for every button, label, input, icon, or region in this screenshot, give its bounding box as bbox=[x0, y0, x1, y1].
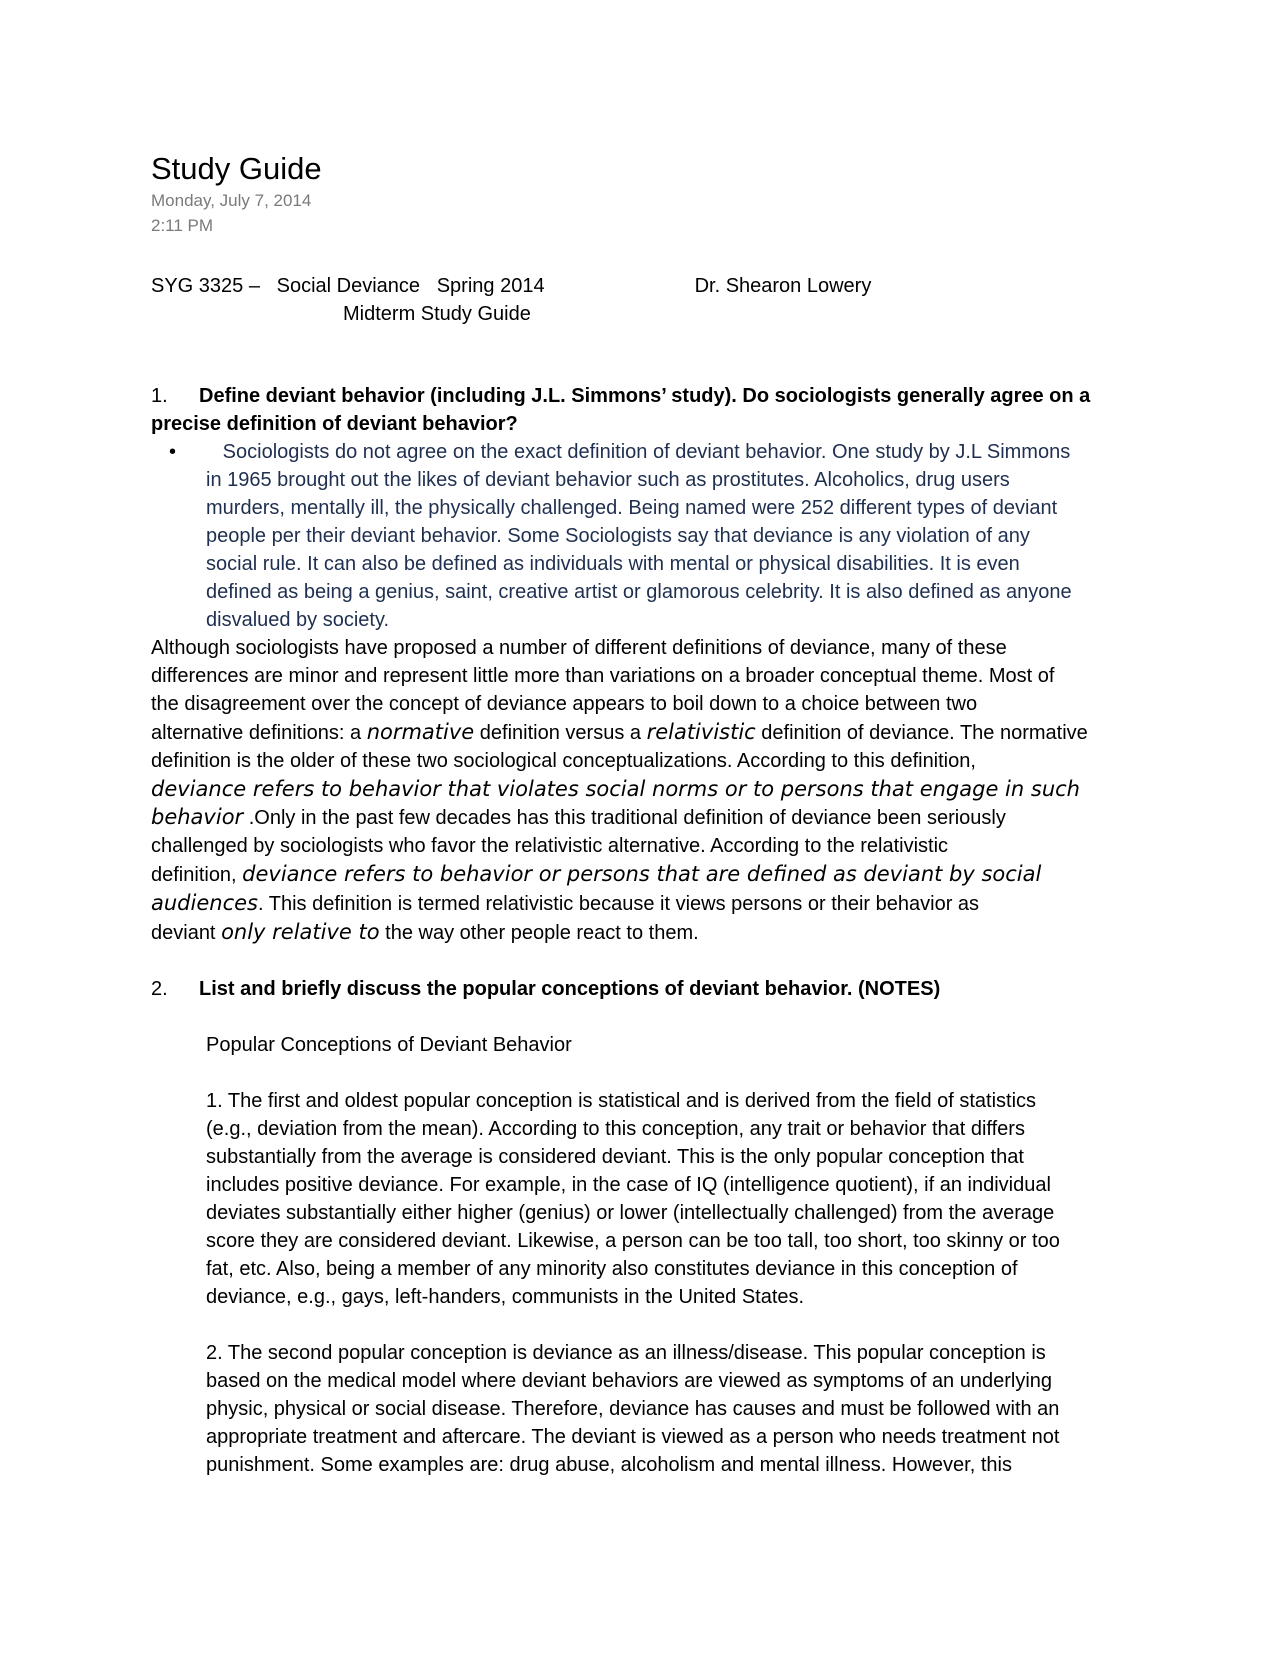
notes-line: 2. The second popular conception is deviance as an illness/disease. This popular conception is bbox=[206, 1342, 1046, 1364]
para-text: the way other people react to them. bbox=[379, 922, 699, 944]
notes-line: (e.g., deviation from the mean). According to this conception, any trait or behavior that differs bbox=[206, 1118, 1025, 1140]
notes-line: includes positive deviance. For example, in the case of IQ (intelligence quotient), if an individual bbox=[206, 1174, 1051, 1196]
notes-line: score they are considered deviant. Likewise, a person can be too tall, too short, too skinny or too bbox=[206, 1230, 1060, 1252]
para-line bbox=[151, 889, 1151, 918]
emphasis-normative-definition: deviance refers to behavior that violates social norms or to persons that engage in such bbox=[151, 777, 1080, 801]
para-text: .Only in the past few decades has this traditional definition of deviance been seriously bbox=[243, 807, 1006, 829]
question-2-text: List and briefly discuss the popular conceptions of deviant behavior. (NOTES) bbox=[199, 978, 941, 1000]
para-line bbox=[151, 803, 1151, 832]
question-1-number: 1. bbox=[151, 385, 168, 407]
bullet-icon: • bbox=[169, 441, 177, 463]
para-text: . This definition is termed relativistic because it views persons or their behavior as bbox=[257, 893, 980, 915]
question-1-text-2: precise definition of deviant behavior? bbox=[151, 413, 518, 435]
question-2-number: 2. bbox=[151, 978, 168, 1000]
note-time: 2:11 PM bbox=[151, 216, 214, 235]
para-text: definition, bbox=[151, 864, 243, 886]
page-title: Study Guide bbox=[151, 151, 322, 186]
answer-line: social rule. It can also be defined as individuals with mental or physical disabilities. It is even bbox=[206, 553, 1020, 575]
para-text: definition of deviance. The normative bbox=[755, 722, 1088, 744]
conception-1 bbox=[206, 1087, 1151, 1311]
notes-line: punishment. Some examples are: drug abuse, alcoholism and mental illness. However, this bbox=[206, 1454, 1012, 1476]
para-line: the disagreement over the concept of deviance appears to boil down to a choice between two bbox=[151, 693, 978, 715]
emphasis-audiences: audiences bbox=[151, 891, 258, 915]
para-line bbox=[151, 918, 1151, 947]
notes-line: deviance, e.g., gays, left-handers, communists in the United States. bbox=[206, 1286, 805, 1308]
question-1-answer bbox=[151, 438, 1151, 634]
question-2 bbox=[151, 975, 1151, 1003]
notes-line: physic, physical or social disease. Therefore, deviance has causes and must be followed with an bbox=[206, 1398, 1060, 1420]
notes-line: substantially from the average is considered deviant. This is the only popular conception that bbox=[206, 1146, 1024, 1168]
para-line: Although sociologists have proposed a number of different definitions of deviance, many of these bbox=[151, 637, 1007, 659]
para-text: deviant bbox=[151, 922, 222, 944]
answer-line: defined as being a genius, saint, creative artist or glamorous celebrity. It is also defined as anyone bbox=[206, 581, 1072, 603]
para-line: challenged by sociologists who favor the relativistic alternative. According to the relativistic bbox=[151, 835, 949, 857]
emphasis-behavior: behavior bbox=[151, 805, 244, 829]
answer-line: murders, mentally ill, the physically challenged. Being named were 252 different types of deviant bbox=[206, 497, 1058, 519]
answer-line: in 1965 brought out the likes of deviant behavior such as prostitutes. Alcoholics, drug users bbox=[206, 469, 1010, 491]
answer-line: people per their deviant behavior. Some Sociologists say that deviance is any violation of any bbox=[206, 525, 1030, 547]
answer-line: Sociologists do not agree on the exact definition of deviant behavior. One study by J.L Simmons bbox=[206, 441, 1071, 463]
para-line bbox=[151, 718, 1151, 747]
emphasis-relativistic: relativistic bbox=[646, 720, 756, 744]
course-info bbox=[151, 272, 871, 328]
answer-line: disvalued by society. bbox=[206, 609, 390, 631]
notes-line: 1. The first and oldest popular conception is statistical and is derived from the field of statistics bbox=[206, 1090, 1037, 1112]
note-date: Monday, July 7, 2014 bbox=[151, 191, 312, 210]
notes-line: appropriate treatment and aftercare. The deviant is viewed as a person who needs treatment not bbox=[206, 1426, 1060, 1448]
course-subtitle: Midterm Study Guide bbox=[343, 303, 531, 325]
question-1-text-1: Define deviant behavior (including J.L. Simmons’ study). Do sociologists generally agree on a bbox=[199, 385, 1091, 407]
notes-subheading: Popular Conceptions of Deviant Behavior bbox=[206, 1034, 572, 1056]
para-line: differences are minor and represent little more than variations on a broader conceptual theme. Most of bbox=[151, 665, 1055, 687]
notes-line: deviates substantially either higher (genius) or lower (intellectually challenged) from the average bbox=[206, 1202, 1055, 1224]
deviance-definitions-paragraph bbox=[151, 634, 1151, 947]
emphasis-normative: normative bbox=[366, 720, 475, 744]
para-text: definition versus a bbox=[474, 722, 647, 744]
instructor-name: Dr. Shearon Lowery bbox=[694, 275, 872, 297]
para-text: alternative definitions: a bbox=[151, 722, 367, 744]
document-header bbox=[151, 150, 1151, 238]
question-2-notes bbox=[151, 1031, 1151, 1479]
emphasis-only-relative: only relative to bbox=[221, 920, 380, 944]
course-line-1 bbox=[151, 272, 871, 300]
course-title: SYG 3325 – Social Deviance Spring 2014 bbox=[151, 275, 545, 297]
document-body bbox=[151, 382, 1151, 1479]
notes-line: fat, etc. Also, being a member of any minority also constitutes deviance in this conception of bbox=[206, 1258, 1018, 1280]
question-1 bbox=[151, 382, 1151, 438]
para-line: definition is the older of these two sociological conceptualizations. According to this definition, bbox=[151, 750, 976, 772]
conception-2 bbox=[206, 1339, 1151, 1479]
para-line bbox=[151, 860, 1151, 889]
emphasis-relativistic-definition: deviance refers to behavior or persons that are defined as deviant by social bbox=[242, 862, 1042, 886]
notes-line: based on the medical model where deviant behaviors are viewed as symptoms of an underlying bbox=[206, 1370, 1053, 1392]
